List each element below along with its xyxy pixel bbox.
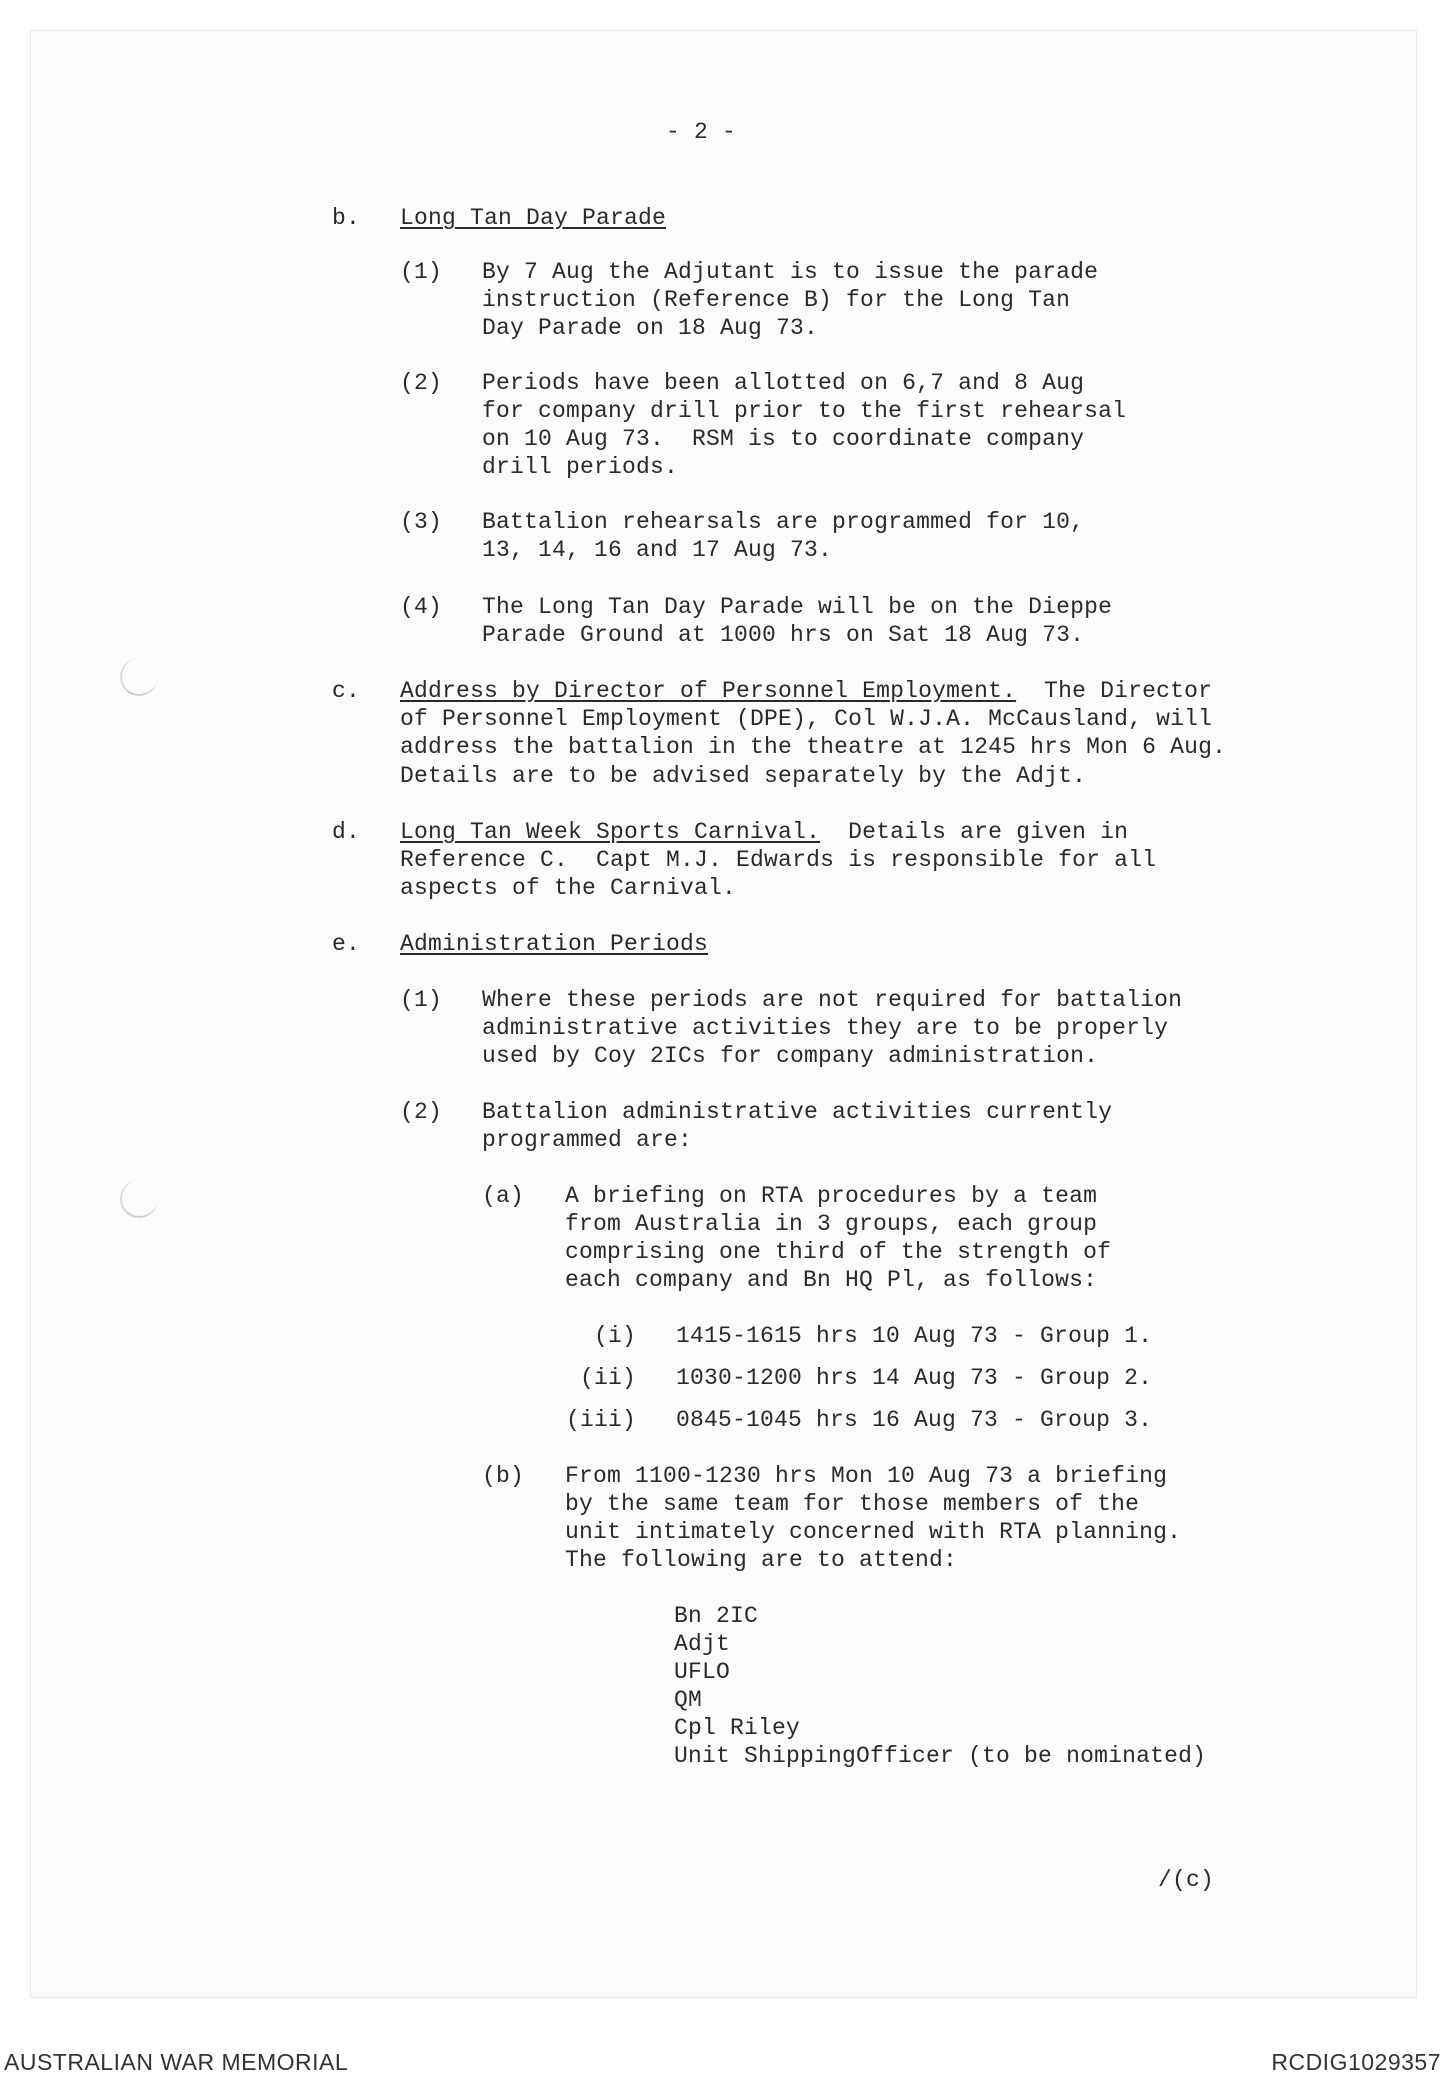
attendee: Unit ShippingOfficer (to be nominated) <box>674 1743 1207 1769</box>
paragraph-line: drill periods. <box>482 454 679 480</box>
paragraph-line: on 10 Aug 73. RSM is to coordinate company <box>482 426 1085 452</box>
section-d-line1 <box>400 818 1128 846</box>
section-e-letter: e. <box>332 931 361 957</box>
paragraph-line: used by Coy 2ICs for company administration. <box>482 1043 1099 1069</box>
paragraph-line: 13, 14, 16 and 17 Aug 73. <box>482 537 833 563</box>
paragraph-line: unit intimately concerned with RTA planning. <box>565 1519 1182 1545</box>
paragraph-line: of Personnel Employment (DPE), Col W.J.A. McCausland, will <box>400 706 1213 732</box>
paragraph-line: Details are to be advised separately by the Adjt. <box>400 763 1087 789</box>
section-c-letter: c. <box>332 678 361 704</box>
paragraph-line: address the battalion in the theatre at 1245 hrs Mon 6 Aug. <box>400 734 1227 760</box>
paragraph-line: Parade Ground at 1000 hrs on Sat 18 Aug 73. <box>482 622 1085 648</box>
paragraph-line: The following are to attend: <box>565 1547 958 1573</box>
paragraph-line: Day Parade on 18 Aug 73. <box>482 315 819 341</box>
punch-hole <box>120 1180 158 1218</box>
paragraph-line: Battalion administrative activities currently <box>482 1099 1113 1125</box>
section-d-title: Long Tan Week Sports Carnival. <box>400 819 821 845</box>
section-c-title: Address by Director of Personnel Employment. <box>400 678 1017 704</box>
group-number: (ii) <box>580 1365 637 1391</box>
punch-hole <box>120 658 158 696</box>
paragraph-line: each company and Bn HQ Pl, as follows: <box>565 1267 1098 1293</box>
item-number: (1) <box>400 987 443 1013</box>
section-e-title: Administration Periods <box>400 931 709 957</box>
item-number: (2) <box>400 1099 443 1125</box>
section-d-letter: d. <box>332 819 361 845</box>
attendee: Cpl Riley <box>674 1715 801 1741</box>
section-c-line1 <box>400 677 1212 705</box>
sub-item-number: (b) <box>482 1463 525 1489</box>
footer-id: RCDIG1029357 <box>1271 2049 1441 2075</box>
paragraph-line: Periods have been allotted on 6,7 and 8 Aug <box>482 370 1085 396</box>
group-line: 1415-1615 hrs 10 Aug 73 - Group 1. <box>676 1323 1153 1349</box>
paragraph-line: from Australia in 3 groups, each group <box>565 1211 1098 1237</box>
paragraph-line: aspects of the Carnival. <box>400 875 737 901</box>
footer-source: AUSTRALIAN WAR MEMORIAL <box>4 2049 349 2075</box>
paragraph-line: administrative activities they are to be properly <box>482 1015 1169 1041</box>
paragraph-line: by the same team for those members of the <box>565 1491 1140 1517</box>
paragraph-line: Battalion rehearsals are programmed for 10, <box>482 509 1085 535</box>
section-d-line1-rest: Details are given in <box>820 819 1129 845</box>
item-number: (2) <box>400 370 443 396</box>
paragraph-line: Reference C. Capt M.J. Edwards is responsible for all <box>400 847 1157 873</box>
paragraph-line: comprising one third of the strength of <box>565 1239 1112 1265</box>
paragraph-line: programmed are: <box>482 1127 693 1153</box>
paragraph-line: for company drill prior to the first rehearsal <box>482 398 1127 424</box>
item-number: (1) <box>400 259 443 285</box>
sub-item-number: (a) <box>482 1183 525 1209</box>
continuation-marker: /(c) <box>1158 1867 1215 1893</box>
item-number: (3) <box>400 509 443 535</box>
page-number: - 2 - <box>666 119 737 145</box>
attendee: Bn 2IC <box>674 1603 759 1629</box>
paragraph-line: A briefing on RTA procedures by a team <box>565 1183 1098 1209</box>
paragraph-line: From 1100-1230 hrs Mon 10 Aug 73 a briefing <box>565 1463 1168 1489</box>
attendee: QM <box>674 1687 703 1713</box>
paragraph-line: Where these periods are not required for battalion <box>482 987 1183 1013</box>
group-number: (i) <box>594 1323 637 1349</box>
paragraph-line: By 7 Aug the Adjutant is to issue the parade <box>482 259 1099 285</box>
attendee: Adjt <box>674 1631 731 1657</box>
item-number: (4) <box>400 594 443 620</box>
section-c-line1-rest: The Director <box>1016 678 1213 704</box>
group-line: 0845-1045 hrs 16 Aug 73 - Group 3. <box>676 1407 1153 1433</box>
section-b-letter: b. <box>332 205 361 231</box>
group-number: (iii) <box>566 1407 637 1433</box>
group-line: 1030-1200 hrs 14 Aug 73 - Group 2. <box>676 1365 1153 1391</box>
paragraph-line: instruction (Reference B) for the Long Tan <box>482 287 1071 313</box>
section-b-title: Long Tan Day Parade <box>400 205 667 231</box>
attendee: UFLO <box>674 1659 731 1685</box>
paragraph-line: The Long Tan Day Parade will be on the Dieppe <box>482 594 1113 620</box>
